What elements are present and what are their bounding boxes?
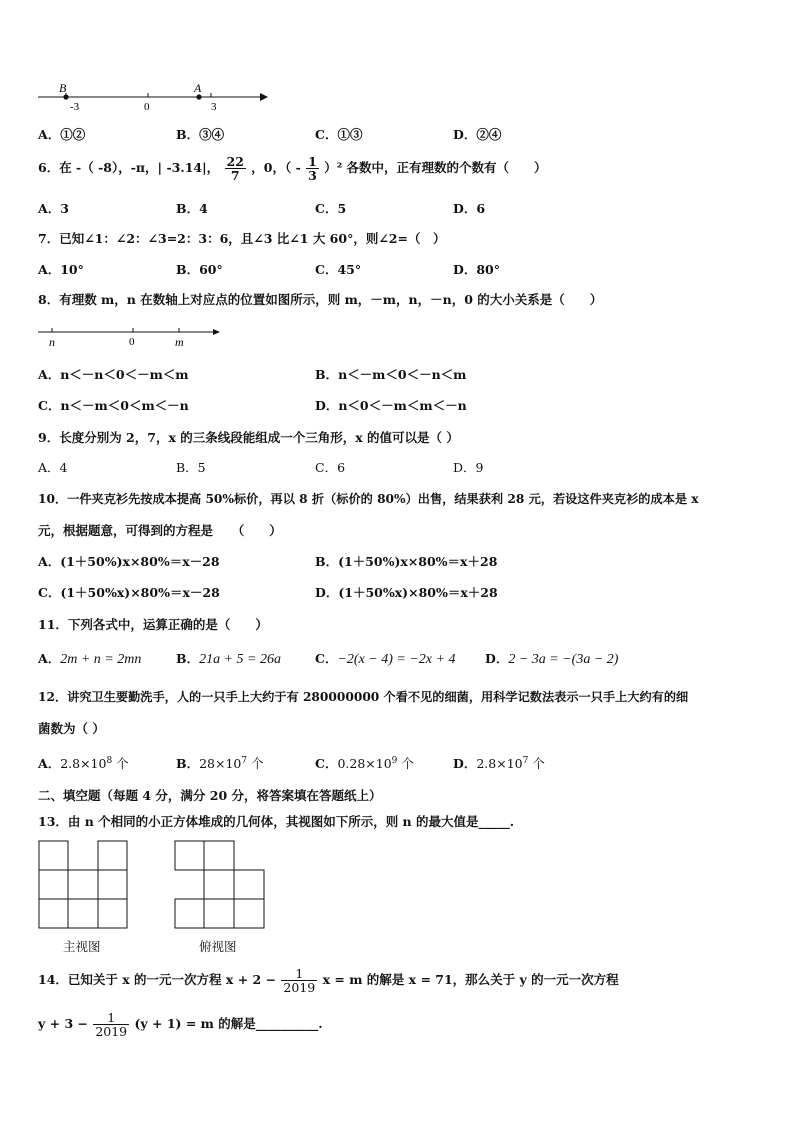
- q10-option-d: D．(1＋50%x)×80%＝x＋28: [315, 585, 498, 600]
- q5-option-a: A．①②: [38, 127, 86, 142]
- question-8: 8．有理数 m，n 在数轴上对应点的位置如图所示，则 m，－m，n，－n，0 的大小关系是（ ）: [38, 292, 603, 307]
- q6-option-b: B．4: [176, 201, 208, 216]
- question-12-line1: 12．讲究卫生要勤洗手，人的一只手上大约于有 280000000 个看不见的细菌，用科学记数法表示一只手上大约有的细: [38, 690, 689, 704]
- q7-option-a: A．10°: [38, 262, 84, 277]
- q11-expr-d: 2 − 3a = −(3a − 2): [508, 652, 619, 667]
- q7-option-d: D．80°: [453, 262, 500, 277]
- q8-option-b: B．n＜－m＜0＜－n＜m: [315, 367, 467, 382]
- q11-label-a: A．: [38, 651, 61, 666]
- q11-label-c: C．: [315, 651, 338, 666]
- point-b-label: B: [59, 81, 67, 95]
- q8-option-c: C．n＜－m＜0＜m＜－n: [38, 398, 189, 413]
- point-n-label: n: [49, 335, 55, 349]
- q11-option-d: [485, 649, 618, 668]
- q11-expr-a: 2m + n = 2mn: [60, 652, 142, 667]
- q11-label-b: B．: [176, 651, 200, 666]
- section-2-heading: 二、填空题（每题 4 分，满分 20 分，将答案填在答题纸上）: [38, 788, 382, 803]
- point-m-label: m: [175, 335, 184, 349]
- q9-option-b: B．5: [176, 460, 206, 475]
- question-13: 13．由 n 个相同的小正方体堆成的几何体，其视图如下所示，则 n 的最大值是_____.: [38, 814, 515, 829]
- tick-minus3: -3: [70, 101, 80, 112]
- question-10-line1: 10．一件夹克衫先按成本提高 50%标价，再以 8 折（标价的 80%）出售，结果获利 28 元，若设这件夹克衫的成本是 x: [38, 492, 699, 506]
- q6-part-b: ，0，（ -: [251, 160, 301, 175]
- q14-l1-part-b: x = m 的解是 x = 71，那么关于 y 的一元一次方程: [322, 972, 619, 987]
- q11-option-a: [38, 649, 141, 668]
- question-10-line2: 元，根据题意，可得到的方程是 （ ）: [38, 523, 282, 538]
- q6-option-a: A．3: [38, 201, 69, 216]
- front-view-figure: [38, 840, 130, 930]
- q6-part-c: ）² 各数中，正有理数的个数有（ ）: [324, 160, 547, 175]
- fraction-1-2019-b: $\frac{1}{2019}$: [95, 1009, 128, 1039]
- top-view-figure: [174, 840, 268, 930]
- q14-l2-part-a: y + 3 −: [38, 1016, 88, 1031]
- q9-option-c: C．6: [315, 460, 346, 475]
- top-view-caption: 俯视图: [199, 939, 237, 954]
- question-14-line2: [38, 1004, 323, 1044]
- q12-option-b: B．$28\times 10^7$ 个: [176, 755, 264, 771]
- q9-option-a: A．4: [38, 460, 68, 475]
- q6-option-c: C．5: [315, 201, 347, 216]
- front-view-caption: 主视图: [63, 939, 101, 954]
- q9-option-d: D．9: [453, 460, 484, 475]
- question-12-line2: 菌数为（ ）: [38, 721, 105, 736]
- question-9: 9．长度分别为 2，7，x 的三条线段能组成一个三角形，x 的值可以是（ ）: [38, 430, 459, 445]
- q8-option-d: D．n＜0＜－m＜m＜－n: [315, 398, 467, 413]
- tick-3: 3: [211, 101, 217, 112]
- q6-option-d: D．6: [453, 201, 486, 216]
- q11-expr-c: −2(x − 4) = −2x + 4: [337, 652, 456, 667]
- q5-option-c: C．①③: [315, 127, 363, 142]
- question-11: 11．下列各式中，运算正确的是（ ）: [38, 617, 268, 632]
- number-line-mn: [36, 323, 226, 349]
- q11-option-b: [176, 649, 281, 668]
- q5-option-b: B．③④: [176, 127, 225, 142]
- tick-zero: 0: [129, 336, 135, 348]
- q8-option-a: A．n＜－n＜0＜－m＜m: [38, 367, 189, 382]
- q12-option-c: C．$0.28\times 10^9$ 个: [315, 755, 414, 771]
- q6-part-a: 6．在 -（ -8），-π，| -3.14|，: [38, 160, 220, 175]
- q14-l1-part-a: 14．已知关于 x 的一元一次方程 x + 2 −: [38, 972, 277, 987]
- number-line-ab: [36, 80, 272, 112]
- fraction-1-3: $\frac{1}{3}$: [308, 153, 317, 183]
- q10-option-b: B．(1＋50%)x×80%＝x＋28: [315, 554, 498, 569]
- fraction-1-2019-a: $\frac{1}{2019}$: [283, 965, 316, 995]
- question-6: [38, 150, 547, 186]
- q11-label-d: D．: [485, 651, 509, 666]
- q11-expr-b: 21a + 5 = 26a: [199, 652, 281, 667]
- q5-option-d: D．②④: [453, 127, 502, 142]
- question-7: 7．已知∠1：∠2：∠3=2：3：6，且∠3 比∠1 大 60°，则∠2=（ ）: [38, 231, 446, 246]
- tick-0: 0: [144, 101, 150, 112]
- q11-option-c: [315, 649, 455, 668]
- q10-option-c: C．(1＋50%x)×80%＝x－28: [38, 585, 220, 600]
- q14-l2-part-b: (y + 1) = m 的解是__________.: [134, 1016, 323, 1031]
- q12-option-d: D．$2.8\times 10^7$ 个: [453, 755, 545, 771]
- q7-option-c: C．45°: [315, 262, 362, 277]
- fraction-22-7: $\frac{22}{7}$: [226, 153, 244, 183]
- point-a-label: A: [194, 81, 202, 95]
- q12-option-a: A．$2.8\times 10^8$ 个: [38, 755, 129, 771]
- q10-option-a: A．(1＋50%)x×80%＝x－28: [38, 554, 220, 569]
- question-14-line1: [38, 960, 619, 1000]
- q7-option-b: B．60°: [176, 262, 223, 277]
